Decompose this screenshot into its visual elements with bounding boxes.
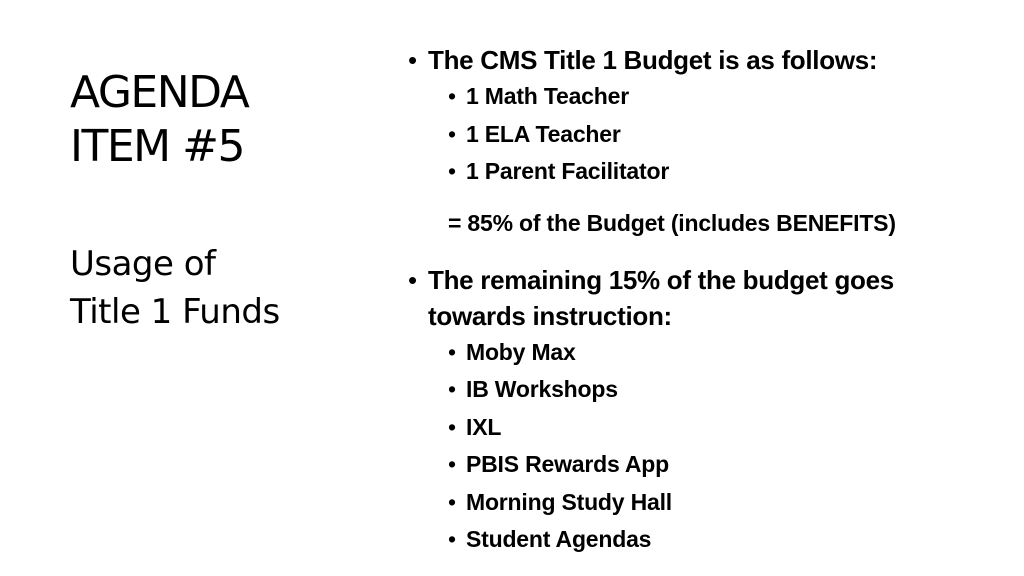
list-item-text: Moby Max <box>466 338 576 365</box>
bullet-icon: • <box>448 120 456 147</box>
list-item-text: IB Workshops <box>466 376 618 402</box>
list-item <box>408 409 1008 447</box>
bullet-icon: • <box>448 158 456 184</box>
budget-percentage-note: = 85% of the Budget (includes BENEFITS) <box>448 209 896 236</box>
list-item-text: 1 Parent Facilitator <box>466 158 670 184</box>
bullet-icon: • <box>408 45 417 75</box>
list-item-text: IXL <box>466 413 502 440</box>
instruction-list <box>408 334 1008 559</box>
budget-heading-text: The CMS Title 1 Budget is as follows: <box>428 45 878 75</box>
list-item-text: Student Agendas <box>466 526 652 552</box>
bullet-icon: • <box>448 83 456 109</box>
list-item <box>408 521 1008 559</box>
subtitle-line-2: Title 1 Funds <box>70 292 280 332</box>
instruction-heading-line-1: The remaining 15% of the budget goes <box>428 264 894 295</box>
list-item-text: PBIS Rewards App <box>466 451 669 477</box>
list-item <box>408 484 1008 522</box>
list-item <box>408 116 1008 154</box>
bullet-icon: • <box>448 338 456 365</box>
list-item <box>408 78 1008 116</box>
bullet-icon: • <box>448 526 456 552</box>
list-item-text: Morning Study Hall <box>466 488 672 515</box>
bullet-icon: • <box>448 376 456 402</box>
content-body <box>408 42 1008 559</box>
list-item <box>408 446 1008 484</box>
title-line-1: AGENDA <box>70 67 249 118</box>
slide-title <box>70 66 370 174</box>
bullet-icon: • <box>408 264 417 295</box>
bullet-icon: • <box>448 413 456 440</box>
instruction-heading-line-2: towards instruction: <box>428 300 672 331</box>
list-item <box>408 334 1008 372</box>
subtitle-line-1: Usage of <box>70 244 216 284</box>
title-line-2: ITEM #5 <box>70 121 244 172</box>
list-item <box>408 371 1008 409</box>
instruction-heading <box>408 262 1008 334</box>
staff-list <box>408 78 1008 191</box>
budget-heading <box>408 42 1008 78</box>
list-item-text: 1 ELA Teacher <box>466 120 621 147</box>
list-item <box>408 153 1008 191</box>
section-spacer <box>408 242 1008 262</box>
list-item-text: 1 Math Teacher <box>466 83 629 109</box>
bullet-icon: • <box>448 451 456 477</box>
bullet-icon: • <box>448 488 456 515</box>
slide-subtitle <box>70 240 390 336</box>
